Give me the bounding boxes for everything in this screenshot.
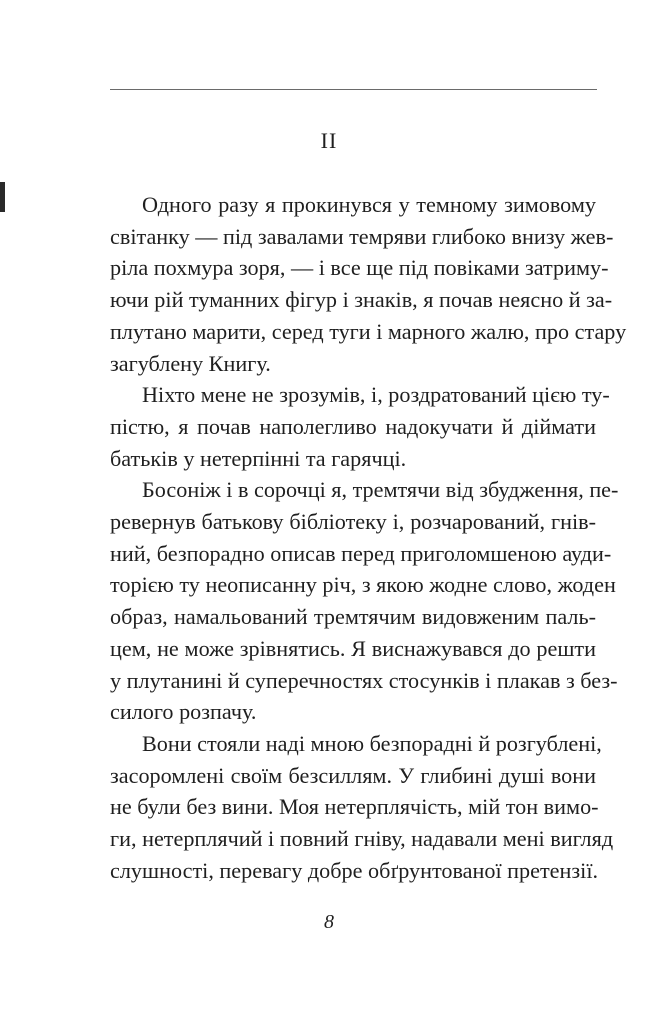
chapter-heading: II	[320, 128, 338, 153]
text-line: цем, не може зрівнятись. Я виснажувався до решти	[110, 635, 596, 661]
page-number: 8	[324, 911, 334, 933]
text-line: Одного разу я прокинувся у темному зимовому	[142, 192, 596, 217]
text-line: засоромлені своїм безсиллям. У глибині душі вони	[110, 762, 596, 788]
text-line: слушності, перевагу добре обґрунтованої претензії.	[110, 857, 599, 883]
body-text	[110, 189, 627, 886]
text-line: Вони стояли наді мною безпорадні й розгублені,	[142, 730, 602, 756]
text-line: плутано марити, серед туги і марного жалю, про стару	[110, 318, 627, 344]
text-line: пістю, я почав наполегливо надокучати й діймати	[110, 413, 596, 439]
text-line: ріла похмура зоря, — і все ще під повіками затриму-	[110, 255, 609, 281]
text-line: ючи рій туманних фігур і знаків, я почав неясно й за-	[110, 287, 613, 313]
paragraph-4	[110, 728, 614, 887]
text-line: торією ту неописанну річ, з якою жодне слово, жоден	[110, 572, 616, 598]
text-line: світанку — під завалами темряви глибоко внизу жев-	[110, 223, 614, 249]
text-line: образ, намальований тремтячим видовженим паль-	[110, 604, 596, 630]
paragraph-2	[110, 379, 610, 474]
text-line: ги, нетерплячий і повний гніву, надавали мені вигляд	[110, 826, 614, 852]
text-line: Босоніж і в сорочці я, тремтячи від збудження, пе-	[142, 477, 619, 503]
text-line: Ніхто мене не зрозумів, і, роздратований цією ту-	[142, 382, 610, 408]
page-edge-mark	[0, 182, 5, 212]
text-line: ревернув батькову бібліотеку і, розчарований, гнів-	[110, 509, 596, 535]
paragraph-1	[110, 189, 627, 379]
text-line: у плутанині й суперечностях стосунків і плакав з без-	[110, 667, 618, 693]
header-rule	[110, 89, 597, 90]
text-line: загублену Книгу.	[110, 350, 271, 376]
paragraph-3	[110, 474, 619, 728]
text-line: не були без вини. Моя нетерплячість, мій тон вимо-	[110, 794, 599, 820]
text-line: силого розпачу.	[110, 699, 257, 725]
text-line: батьків у нетерпінні та гарячці.	[110, 445, 407, 471]
text-line: ний, безпорадно описав перед приголомшеною ауди-	[110, 540, 612, 566]
